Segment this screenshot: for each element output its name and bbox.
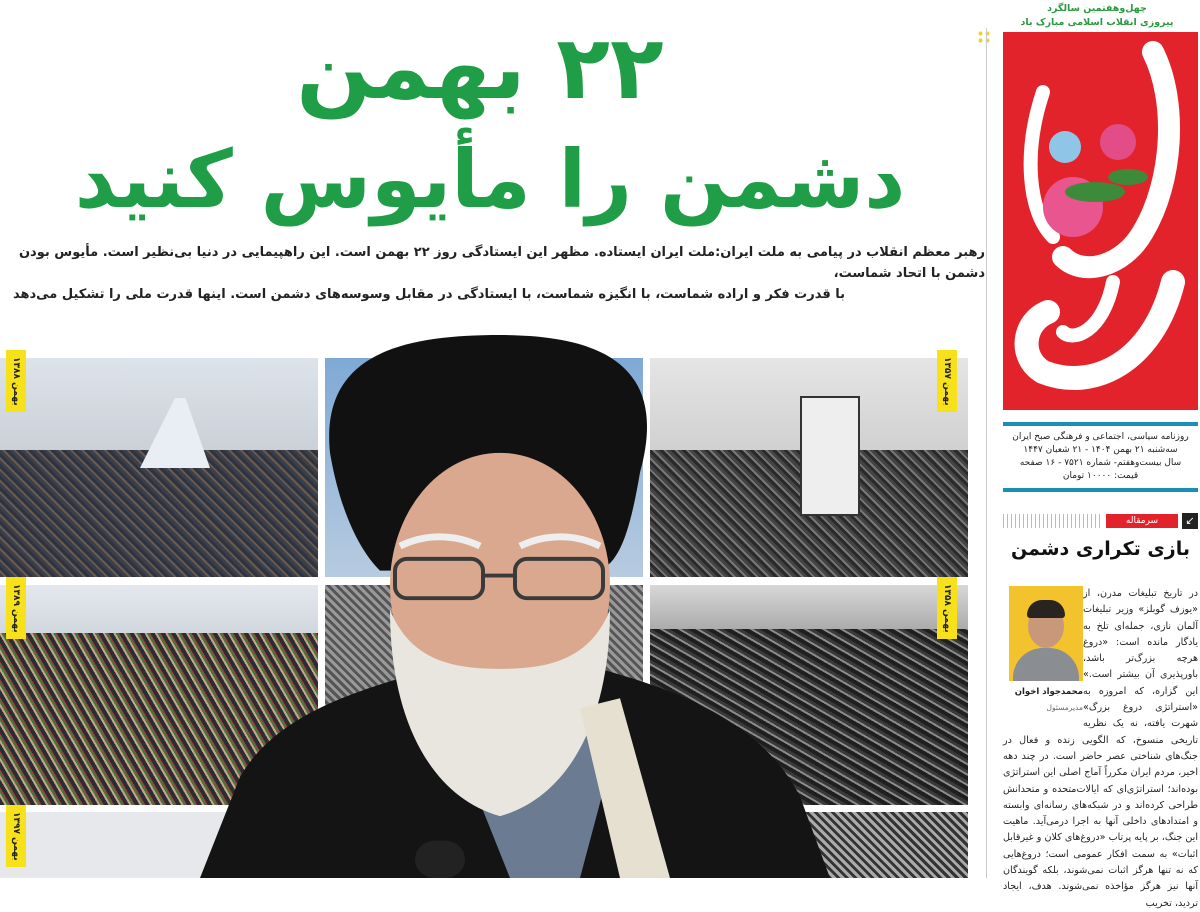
photo-year-label: بهمن ۱۳۵۷ — [937, 350, 957, 412]
decorative-dots-icon — [977, 30, 991, 44]
photo-year-label: بهمن ۱۳۸۹ — [6, 577, 26, 639]
headline-line-1: ۲۲ بهمن — [296, 16, 664, 119]
paper-description: روزنامه سیاسی، اجتماعی و فرهنگی صبح ایران — [1012, 432, 1189, 442]
author-role: مدیرمسئول — [1046, 703, 1083, 713]
editorial-label: سرمقاله — [1106, 514, 1178, 528]
newspaper-logo — [1003, 32, 1198, 410]
editorial-body — [1003, 586, 1198, 912]
decorative-stripes — [1003, 514, 1102, 528]
lead-line-2: با قدرت فکر و اراده شماست، با انگیزه شماست، با ایستادگی در مقابل وسوسه‌های دشمن است. اینها قدرت ملی را تشکیل می‌دهد — [12, 287, 845, 302]
anniversary-line-2: پیروزی انقلاب اسلامی مبارک باد — [1020, 17, 1174, 28]
editorial-text-2: تاریخی منسوخ، که الگویی زنده و فعال در جنگ‌های شناختی عصر حاضر است. در چند دهه اخیر، مردم ایران مکرراً آماج اصلی این استراتژی بوده‌اند؛ استراتژی‌ای که ایالات‌متحده و متحدانش طراحی کرده‌اند و در شبکه‌های رسانه‌ای وابسته و امتدادهای داخلی آنها به اجرا درمی‌آید. ماهیت این جنگ، بر پایه پرتاب «دروغ‌های کلان و غیرقابل اثبات» به سمت افکار عمومی است؛ دروغ‌هایی که نه تنها هرگز اثبات نمی‌شوند، بلکه گویندگان آنها نیز هرگز مؤاخذه نمی‌شوند. هدف، ایجاد تردید، تخریب — [1003, 734, 1198, 909]
headline-line-2: دشمن را مأیوس کنید — [74, 133, 906, 226]
author-box — [1009, 586, 1083, 717]
anniversary-line-1: چهل‌وهفتمین سالگرد — [1047, 3, 1147, 14]
photo-year-label: بهمن ۱۳۸۸ — [6, 350, 26, 412]
editorial-text-1: در تاریخ تبلیغات مدرن، از «یوزف گوبلز» وزیر تبلیغات آلمان نازی، جمله‌ای تلخ به یادگار مانده است: «دروغ هرچه بزرگ‌تر باشد، باورپذیری آن بیشتر است.» این گزاره، که امروزه به «استراتژی دروغ بزرگ» شهرت یافته، نه یک نظریه — [1083, 588, 1198, 730]
editorial-label-bar — [1003, 513, 1198, 529]
arrow-down-left-icon: ↙ — [1182, 513, 1198, 529]
photo-year-label: بهمن ۱۳۹۷ — [6, 805, 26, 867]
lead-line-1: رهبر معظم انقلاب در پیامی به ملت ایران:ملت ایران ایستاده. مظهر این ایستادگی روز ۲۲ بهمن است. این راهپیمایی در دنیا بی‌نظیر است. مأیوس بودن دشمن با اتحاد شماست، — [18, 245, 985, 281]
issue-price: قیمت: ۱۰۰۰۰ تومان — [1062, 471, 1139, 481]
leader-portrait — [200, 335, 830, 878]
column-divider — [986, 28, 987, 878]
photo-year-label: بهمن ۱۳۵۸ — [937, 577, 957, 639]
issue-number: سال بیست‌وهفتم- شماره ۷۵۲۱ - ۱۶ صفحه — [1019, 458, 1182, 468]
lead-paragraph — [0, 242, 985, 305]
editorial-title: بازی تکراری دشمن — [1011, 538, 1190, 560]
issue-info — [1003, 422, 1198, 492]
issue-date: سه‌شنبه ۲۱ بهمن ۱۴۰۴ - ۲۱ شعبان ۱۴۴۷ — [1023, 445, 1178, 455]
author-name: محمدجواد اخوان — [1014, 687, 1083, 697]
anniversary-banner — [1012, 2, 1182, 30]
author-photo — [1009, 586, 1083, 681]
logo-calligraphy-icon — [1003, 32, 1198, 410]
